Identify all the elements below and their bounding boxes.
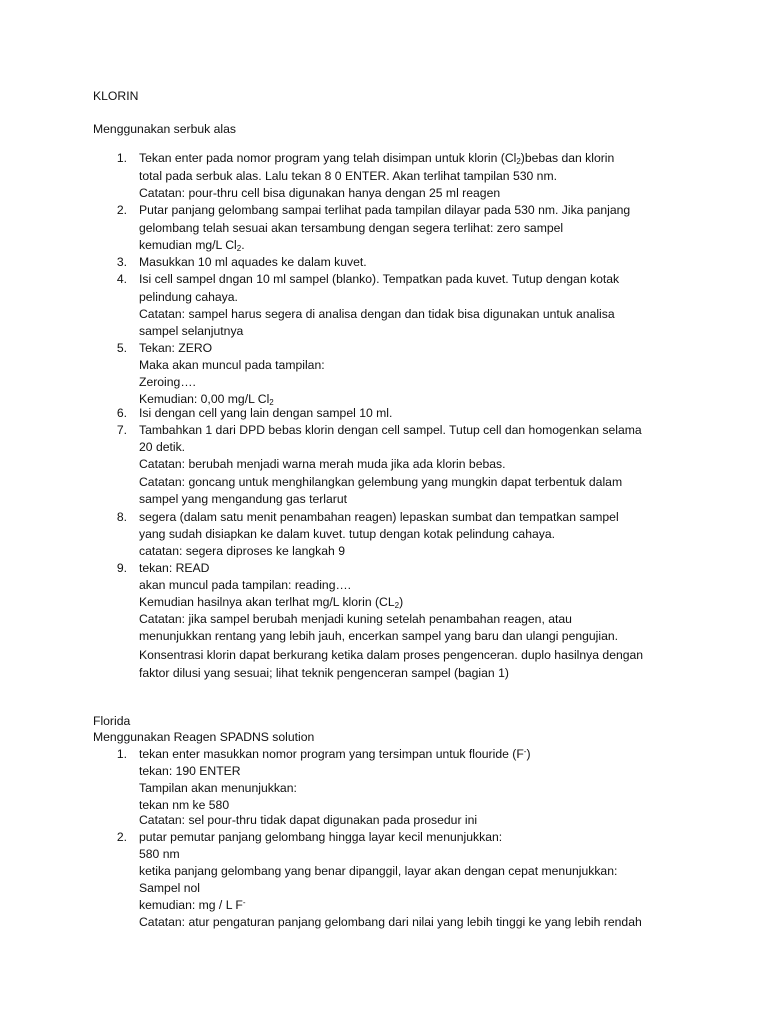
step-number: 9. — [116, 561, 127, 575]
step-number: 2. — [116, 203, 127, 217]
step-note: sampel yang mengandung gas terlarut — [139, 492, 347, 506]
step-text: kemudian: mg / L F- — [139, 898, 246, 912]
step-text: ketika panjang gelombang yang benar dipanggil, layar akan dengan cepat menunjukkan: — [139, 864, 618, 878]
step-note: catatan: segera diproses ke langkah 9 — [139, 544, 345, 558]
step-text: Tampilan akan menunjukkan: — [139, 781, 297, 795]
step-note: faktor dilusi yang sesuai; lihat teknik pengenceran sampel (bagian 1) — [139, 666, 509, 680]
step-note: Catatan: berubah menjadi warna merah muda jika ada klorin bebas. — [139, 457, 506, 471]
step-text: Zeroing…. — [139, 375, 196, 389]
step-text: gelombang telah sesuai akan tersambung dengan segera terlihat: zero sampel — [139, 221, 564, 235]
section-subtitle-florida: Menggunakan Reagen SPADNS solution — [93, 730, 315, 744]
step-note: Catatan: pour-thru cell bisa digunakan hanya dengan 25 ml reagen — [139, 186, 501, 200]
step-note: Catatan: jika sampel berubah menjadi kuning setelah penambahan reagen, atau — [139, 612, 572, 626]
step-text: putar pemutar panjang gelombang hingga layar kecil menunjukkan: — [139, 830, 503, 844]
step-note: Catatan: sampel harus segera di analisa dengan dan tidak bisa digunakan untuk analisa — [139, 307, 615, 321]
step-text: akan muncul pada tampilan: reading…. — [139, 578, 352, 592]
step-note: sampel selanjutnya — [139, 324, 244, 338]
step-text: tekan: 190 ENTER — [139, 764, 241, 778]
step-text: Putar panjang gelombang sampai terlihat pada tampilan dilayar pada 530 nm. Jika panjang — [139, 203, 631, 217]
section-subtitle-klorin: Menggunakan serbuk alas — [93, 122, 236, 136]
step-text: segera (dalam satu menit penambahan reagen) lepaskan sumbat dan tempatkan sampel — [139, 510, 619, 524]
step-number: 6. — [116, 406, 127, 420]
step-text: Tekan enter pada nomor program yang telah disimpan untuk klorin $(Cl_2)bebas$ dan klorin — [139, 151, 615, 166]
step-number: 7. — [116, 423, 127, 437]
step-number: 1. — [116, 151, 127, 165]
step-number: 1. — [116, 747, 127, 761]
step-text: tekan enter masukkan nomor program yang tersimpan untuk flouride (F-) — [139, 747, 531, 761]
section-title-florida: Florida — [93, 714, 131, 728]
step-text: Sampel nol — [139, 881, 200, 895]
step-note: Konsentrasi klorin dapat berkurang ketika dalam proses pengenceran. duplo hasilnya dengan — [139, 648, 644, 662]
step-text: tekan: READ — [139, 561, 210, 575]
step-text: Isi cell sampel dngan 10 ml sampel (blanko). Tempatkan pada kuvet. Tutup dengan kotak — [139, 272, 620, 286]
step-text: 580 nm — [139, 847, 180, 861]
step-text: tekan nm ke 580 — [139, 798, 230, 812]
step-text: yang sudah disiapkan ke dalam kuvet. tutup dengan kotak pelindung cahaya. — [139, 527, 556, 541]
step-number: 4. — [116, 272, 127, 286]
step-number: 2. — [116, 830, 127, 844]
step-text: Kemudian hasilnya akan terlhat mg/L klorin $(CL_2)$ — [139, 595, 404, 610]
step-text: total pada serbuk alas. Lalu tekan 8 0 ENTER. Akan terlihat tampilan 530 nm. — [139, 169, 557, 183]
step-number: 3. — [116, 255, 127, 269]
step-note: Catatan: atur pengaturan panjang gelombang dari nilai yang lebih tinggi ke yang lebih rendah — [139, 915, 642, 929]
step-text: Isi dengan cell yang lain dengan sampel 10 ml. — [139, 406, 393, 420]
step-text: 20 detik. — [139, 440, 186, 454]
step-note: Catatan: sel pour-thru tidak dapat digunakan pada prosedur ini — [139, 813, 478, 827]
step-number: 5. — [116, 341, 127, 355]
step-text: Kemudian: 0,00 mg/L $Cl_2$ — [139, 392, 274, 407]
step-text: pelindung cahaya. — [139, 290, 238, 304]
step-number: 8. — [116, 510, 127, 524]
step-note: Catatan: goncang untuk menghilangkan gelembung yang mungkin dapat terbentuk dalam — [139, 475, 623, 489]
step-text: Tambahkan 1 dari DPD bebas klorin dengan cell sampel. Tutup cell dan homogenkan selama — [139, 423, 642, 437]
step-text: Masukkan 10 ml aquades ke dalam kuvet. — [139, 255, 367, 269]
step-text: Maka akan muncul pada tampilan: — [139, 358, 325, 372]
step-text: kemudian mg/L $Cl_2$. — [139, 238, 245, 253]
step-note: menunjukkan rentang yang lebih jauh, encerkan sampel yang baru dan ulangi pengujian. — [139, 629, 619, 643]
step-text: Tekan: ZERO — [139, 341, 213, 355]
section-title-klorin: KLORIN — [93, 89, 139, 103]
